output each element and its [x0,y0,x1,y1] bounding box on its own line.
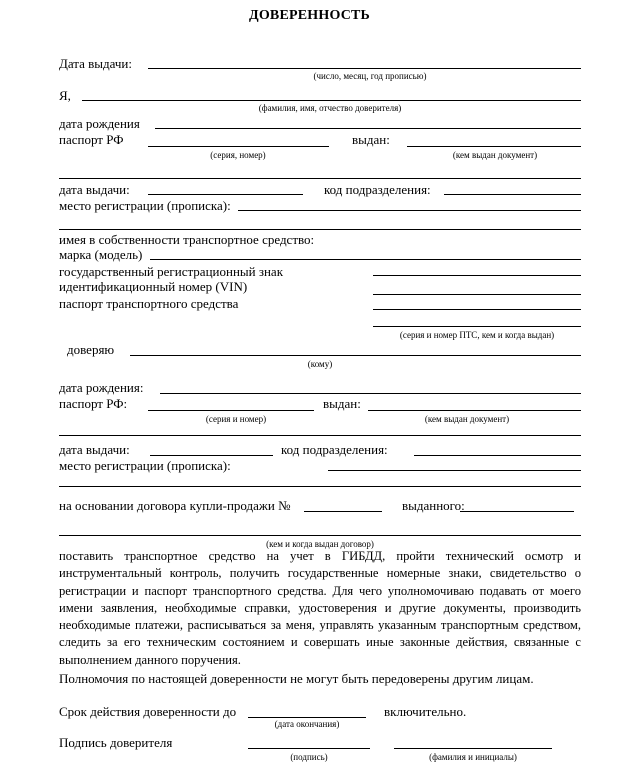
principal-division-field[interactable] [444,194,581,195]
principal-caption: (фамилия, имя, отчество доверителя) [258,103,402,113]
principal-birth-field[interactable] [155,128,581,129]
principal-division-label: код подразделения: [324,182,431,197]
agent-passport-label: паспорт РФ: [59,396,128,411]
initials-field[interactable] [394,748,552,749]
agent-registration-field[interactable] [328,470,581,471]
principal-name-field[interactable] [82,100,581,101]
vehicle-vin-field[interactable] [373,294,581,295]
trust-caption: (кому) [307,359,333,369]
principal-issuer-field[interactable] [407,146,581,147]
principal-series-caption: (серия, номер) [210,150,266,160]
body-paragraph: поставить транспортное средство на учет в ГИБДД, пройти технический осмотр и инструментальный контроль, получить государственные номерные знаки, свидетельство о регистрации и паспорт транспортного средства. Для чего уполномочиваю подавать от моего имени заявления, необходимые справки, удостоверения и другие документы, производить необходимые платежи, расписываться за меня, управлять указанным транспортным средством, следить за его техническим состоянием и совершать иные законные действия, связанные с выполнением данного поручения. [59,549,581,667]
principal-issuer-caption: (кем выдан документ) [452,150,538,160]
agent-issuer-caption: (кем выдан документ) [424,414,510,424]
trust-label: доверяю [67,342,115,357]
agent-issuer-field[interactable] [368,410,581,411]
vehicle-vin-label: идентификационный номер (VIN) [59,279,248,294]
contract-caption: (кем и когда выдан договор) [266,539,374,549]
validity-date-field[interactable] [248,717,366,718]
contract-issuer-extra-line[interactable] [59,535,581,536]
signature-field[interactable] [248,748,370,749]
principal-birth-label: дата рождения [59,116,140,131]
vehicle-pts-field[interactable] [373,309,581,310]
signature-label: Подпись доверителя [59,735,173,750]
agent-registration-extra-line[interactable] [59,486,581,487]
agent-birth-field[interactable] [160,393,581,394]
validity-label: Срок действия доверенности до [59,704,237,719]
document-title: ДОВЕРЕННОСТЬ [248,8,371,23]
vehicle-model-label: марка (модель) [59,247,143,262]
contract-label: на основании договора купли-продажи № [59,498,291,513]
agent-issued-label: выдан: [323,396,361,411]
principal-passport-field[interactable] [148,146,329,147]
principal-issue-date-field[interactable] [148,194,303,195]
trust-agent-field[interactable] [130,355,581,356]
vehicle-plate-label: государственный регистрационный знак [59,264,284,279]
principal-registration-label: место регистрации (прописка): [59,198,231,213]
principal-registration-extra-line[interactable] [59,229,581,230]
vehicle-pts-label: паспорт транспортного средства [59,296,239,311]
contract-issued-label: выданного: [402,498,465,513]
principal-issued-label: выдан: [352,132,390,147]
contract-number-field[interactable] [304,511,382,512]
agent-registration-label: место регистрации (прописка): [59,458,231,473]
validity-caption: (дата окончания) [274,719,340,729]
agent-division-label: код подразделения: [281,442,388,457]
principal-issuer-extra-line[interactable] [59,178,581,179]
agent-issue-date-label: дата выдачи: [59,442,130,457]
principal-issue-date-label: дата выдачи: [59,182,130,197]
vehicle-owned-label: имея в собственности транспортное средство: [59,232,315,247]
vehicle-pts-extra-line[interactable] [373,326,581,327]
principal-passport-label: паспорт РФ [59,132,124,147]
i-label: Я, [59,88,71,103]
agent-issuer-extra-line[interactable] [59,435,581,436]
contract-issuer-field[interactable] [460,511,574,512]
principal-registration-field[interactable] [238,210,581,211]
no-delegation-paragraph: Полномочия по настоящей доверенности не могут быть передоверены другим лицам. [59,671,534,686]
vehicle-model-field[interactable] [150,259,581,260]
issue-date-caption: (число, месяц, год прописью) [313,71,427,81]
initials-caption: (фамилия и инициалы) [429,752,517,762]
validity-suffix: включительно. [384,704,467,719]
signature-caption: (подпись) [290,752,328,762]
vehicle-plate-field[interactable] [373,275,581,276]
issue-date-field[interactable] [148,68,581,69]
issue-date-label: Дата выдачи: [59,56,133,71]
agent-issue-date-field[interactable] [150,455,273,456]
agent-series-caption: (серия и номер) [205,414,267,424]
agent-passport-field[interactable] [148,410,314,411]
agent-division-field[interactable] [414,455,581,456]
agent-birth-label: дата рождения: [59,380,144,395]
vehicle-pts-caption: (серия и номер ПТС, кем и когда выдан) [399,330,555,340]
